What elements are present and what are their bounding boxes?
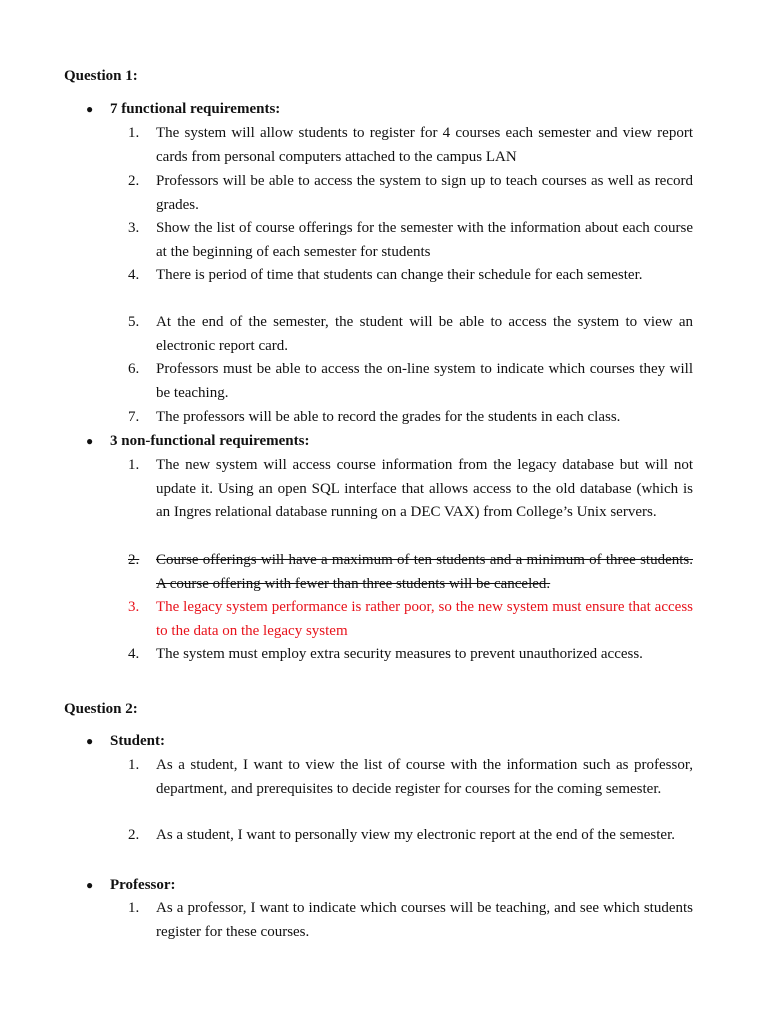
item-text: As a professor, I want to indicate which courses will be teaching, and see which students register for these courses.: [156, 900, 693, 940]
item-number: 6.: [128, 361, 140, 377]
item-text: Course offerings will have a maximum of ten students and a minimum of three students. A course offering with fewer than three students will be canceled.: [156, 552, 693, 592]
functional-item-2: [128, 170, 693, 217]
item-text: Show the list of course offerings for the semester with the information about each course at the beginning of each semester for students: [156, 220, 693, 260]
bullet-icon: ●: [86, 102, 94, 116]
item-text: As a student, I want to personally view my electronic report at the end of the semester.: [156, 827, 676, 843]
item-text: The new system will access course information from the legacy database but will not update it. Using an open SQL interface that allows access to the old database (which is an Ingres relational database running on a DEC VAX) from College’s Unix servers.: [156, 457, 693, 520]
nonfunctional-item-3-highlighted: [128, 596, 693, 643]
student-story-1: [128, 754, 693, 801]
item-text: The system must employ extra security measures to prevent unauthorized access.: [156, 646, 643, 662]
item-number: 1.: [128, 900, 140, 916]
student-label: Student:: [110, 733, 166, 749]
functional-item-4: [128, 264, 693, 288]
student-story-2: [128, 824, 693, 848]
professor-bullet: [86, 877, 176, 894]
item-number: 5.: [128, 314, 140, 330]
bullet-icon: ●: [86, 878, 94, 892]
item-number: 1.: [128, 457, 140, 473]
nonfunctional-requirements-bullet: [86, 433, 309, 450]
functional-requirements-bullet: [86, 101, 280, 118]
bullet-icon: ●: [86, 434, 94, 448]
nonfunctional-item-1: [128, 454, 693, 525]
item-text: There is period of time that students can change their schedule for each semester.: [156, 267, 643, 283]
nonfunctional-item-2-struck: [128, 549, 693, 596]
nonfunctional-item-4: [128, 643, 693, 667]
functional-item-5: [128, 311, 693, 358]
student-bullet: [86, 733, 165, 750]
item-text: As a student, I want to view the list of course with the information such as professor, department, and prerequisites to decide register for courses for the coming semester.: [156, 757, 693, 797]
question-2-heading: Question 2:: [64, 701, 138, 717]
item-number: 4.: [128, 267, 140, 283]
item-number: 2.: [128, 827, 140, 843]
item-number: 2.: [128, 173, 140, 189]
item-number: 2.: [128, 552, 140, 568]
functional-item-1: [128, 122, 693, 169]
functional-item-3: [128, 217, 693, 264]
item-number: 3.: [128, 220, 140, 236]
functional-item-7: [128, 406, 693, 430]
question-1-heading: Question 1:: [64, 68, 138, 84]
functional-requirements-label: 7 functional requirements:: [110, 101, 281, 117]
item-number: 1.: [128, 757, 140, 773]
item-number: 3.: [128, 599, 140, 615]
nonfunctional-requirements-label: 3 non-functional requirements:: [110, 433, 310, 449]
functional-item-6: [128, 358, 693, 405]
professor-story-1: [128, 897, 693, 944]
item-number: 1.: [128, 125, 140, 141]
item-number: 7.: [128, 409, 140, 425]
bullet-icon: ●: [86, 734, 94, 748]
item-text: The system will allow students to register for 4 courses each semester and view report cards from personal computers attached to the campus LAN: [156, 125, 693, 165]
item-text: Professors must be able to access the on-line system to indicate which courses they will be teaching.: [156, 361, 693, 401]
item-text: The professors will be able to record the grades for the students in each class.: [156, 409, 621, 425]
item-number: 4.: [128, 646, 140, 662]
professor-label: Professor:: [110, 877, 176, 893]
item-text: The legacy system performance is rather poor, so the new system must ensure that access to the data on the legacy system: [156, 599, 693, 639]
item-text: Professors will be able to access the system to sign up to teach courses as well as record grades.: [156, 173, 693, 213]
item-text: At the end of the semester, the student will be able to access the system to view an electronic report card.: [156, 314, 693, 354]
